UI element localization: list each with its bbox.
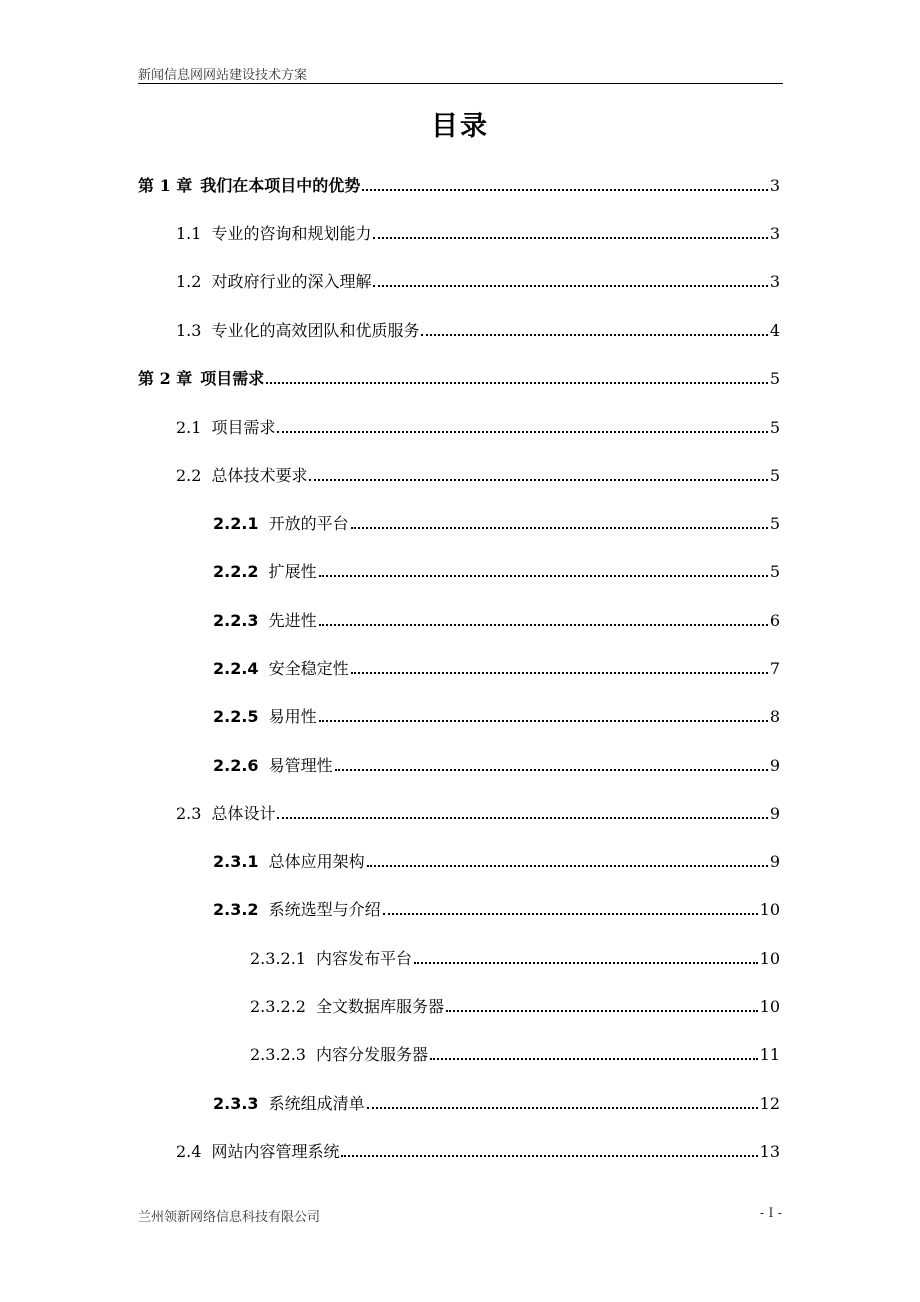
- toc-entry-number: 2.2: [176, 466, 202, 485]
- toc-entry[interactable]: [213, 561, 780, 583]
- footer-company: 兰州领新网络信息科技有限公司: [138, 1210, 321, 1225]
- toc-entry-label: 总体应用架构: [268, 852, 365, 871]
- toc-leader-dots: [351, 527, 768, 529]
- toc-leader-dots: [373, 237, 767, 239]
- toc-leader-dots: [277, 431, 767, 433]
- toc-entry-number: 2.3.3: [213, 1094, 259, 1113]
- toc-entry-label: 专业化的高效团队和优质服务: [211, 321, 420, 340]
- header-rule: [138, 83, 783, 84]
- toc-entry-page: 10: [759, 900, 780, 919]
- toc-entry-label: 易管理性: [268, 756, 333, 775]
- toc-entry[interactable]: [213, 755, 780, 777]
- toc-entry-page: 3: [769, 224, 780, 243]
- toc-entry-label: 我们在本项目中的优势: [200, 176, 361, 195]
- toc-leader-dots: [430, 1058, 758, 1060]
- toc-entry[interactable]: [176, 271, 780, 293]
- toc-entry-number: 2.3.2.2: [250, 997, 306, 1016]
- toc-entry-label: 扩展性: [268, 562, 317, 581]
- toc-entry-page: 5: [769, 418, 780, 437]
- toc-entry-number: 第 2 章: [138, 369, 193, 388]
- toc-entry[interactable]: [176, 803, 780, 825]
- toc-entry-page: 10: [759, 997, 780, 1016]
- toc-entry-page: 9: [769, 852, 780, 871]
- toc-entry[interactable]: [213, 1093, 780, 1115]
- running-header: 新闻信息网网站建设技术方案: [138, 68, 308, 83]
- footer-page-number: - I -: [759, 1206, 782, 1221]
- toc-entry-number: 2.2.3: [213, 611, 259, 630]
- toc-entry[interactable]: [213, 899, 780, 921]
- toc-entry[interactable]: [250, 948, 780, 970]
- toc-entry-page: 9: [769, 756, 780, 775]
- toc-entry-page: 8: [769, 707, 780, 726]
- toc-title: 目录: [431, 111, 489, 142]
- toc-entry[interactable]: [176, 1141, 780, 1163]
- toc-entry-page: 5: [769, 369, 780, 388]
- toc-entry[interactable]: [213, 513, 780, 535]
- toc-leader-dots: [362, 189, 768, 191]
- toc-leader-dots: [319, 624, 768, 626]
- toc-entry-label: 系统选型与介绍: [268, 900, 381, 919]
- toc-entry-label: 总体技术要求: [211, 466, 308, 485]
- toc-entry-label: 先进性: [268, 611, 317, 630]
- toc-leader-dots: [335, 769, 768, 771]
- toc-leader-dots: [266, 382, 768, 384]
- toc-entry-label: 开放的平台: [268, 514, 349, 533]
- toc-entry-number: 2.2.6: [213, 756, 259, 775]
- toc-leader-dots: [319, 575, 768, 577]
- toc-entry-page: 11: [759, 1045, 780, 1064]
- toc-entry[interactable]: [176, 465, 780, 487]
- toc-entry-label: 内容分发服务器: [315, 1045, 428, 1064]
- toc-entry-number: 2.1: [176, 418, 202, 437]
- toc-entry[interactable]: [213, 658, 780, 680]
- toc-entry-number: 2.3.2: [213, 900, 259, 919]
- toc-leader-dots: [421, 334, 767, 336]
- toc-entry-label: 项目需求: [211, 418, 276, 437]
- toc-entry-label: 总体设计: [211, 804, 276, 823]
- toc-leader-dots: [446, 1010, 758, 1012]
- toc-entry-label: 易用性: [268, 707, 317, 726]
- toc-entry[interactable]: [213, 610, 780, 632]
- toc-leader-dots: [319, 720, 768, 722]
- toc-entry-number: 2.3.2.1: [250, 949, 306, 968]
- toc-entry-page: 3: [769, 272, 780, 291]
- toc-leader-dots: [277, 817, 767, 819]
- toc-entry-page: 3: [769, 176, 780, 195]
- toc-entry[interactable]: [176, 417, 780, 439]
- toc-leader-dots: [367, 1107, 758, 1109]
- toc-entry-label: 网站内容管理系统: [211, 1142, 340, 1161]
- toc-entry-number: 1.1: [176, 224, 202, 243]
- toc-entry-number: 2.2.2: [213, 562, 259, 581]
- toc-entry-number: 2.3.1: [213, 852, 259, 871]
- toc-entry-number: 2.3.2.3: [250, 1045, 306, 1064]
- toc-leader-dots: [309, 479, 767, 481]
- toc-entry[interactable]: [213, 706, 780, 728]
- toc-entry[interactable]: [250, 996, 780, 1018]
- toc-entry-page: 10: [759, 949, 780, 968]
- toc-entry-page: 9: [769, 804, 780, 823]
- toc-entry-number: 2.2.5: [213, 707, 259, 726]
- toc-entry[interactable]: [213, 851, 780, 873]
- toc-entry-page: 5: [769, 514, 780, 533]
- toc-entry-page: 13: [759, 1142, 780, 1161]
- toc-entry-number: 1.3: [176, 321, 202, 340]
- toc-entry-number: 1.2: [176, 272, 202, 291]
- toc-entry-page: 12: [759, 1094, 780, 1113]
- toc-entry-number: 2.3: [176, 804, 202, 823]
- toc-entry-page: 6: [769, 611, 780, 630]
- toc-entry[interactable]: [176, 320, 780, 342]
- toc-leader-dots: [351, 672, 768, 674]
- toc-entry-label: 全文数据库服务器: [315, 997, 444, 1016]
- toc-entry-label: 系统组成清单: [268, 1094, 365, 1113]
- toc-entry[interactable]: [138, 368, 780, 390]
- toc-leader-dots: [367, 865, 768, 867]
- toc-leader-dots: [383, 913, 758, 915]
- toc-leader-dots: [414, 962, 758, 964]
- toc-entry-page: 5: [769, 466, 780, 485]
- toc-entry-label: 专业的咨询和规划能力: [211, 224, 372, 243]
- toc-entry-label: 安全稳定性: [268, 659, 349, 678]
- toc-entry-page: 4: [769, 321, 780, 340]
- toc-entry-number: 2.2.4: [213, 659, 259, 678]
- toc-entry-label: 项目需求: [200, 369, 265, 388]
- toc-entry[interactable]: [176, 223, 780, 245]
- toc-entry-label: 内容发布平台: [315, 949, 412, 968]
- toc-entry-label: 对政府行业的深入理解: [211, 272, 372, 291]
- toc-entry-number: 第 1 章: [138, 176, 193, 195]
- toc-entry-page: 7: [769, 659, 780, 678]
- toc-entry[interactable]: [250, 1044, 780, 1066]
- toc-entry[interactable]: [138, 175, 780, 197]
- toc-leader-dots: [373, 285, 767, 287]
- toc-entry-page: 5: [769, 562, 780, 581]
- toc-entry-number: 2.4: [176, 1142, 202, 1161]
- toc-leader-dots: [341, 1155, 757, 1157]
- toc-entry-number: 2.2.1: [213, 514, 259, 533]
